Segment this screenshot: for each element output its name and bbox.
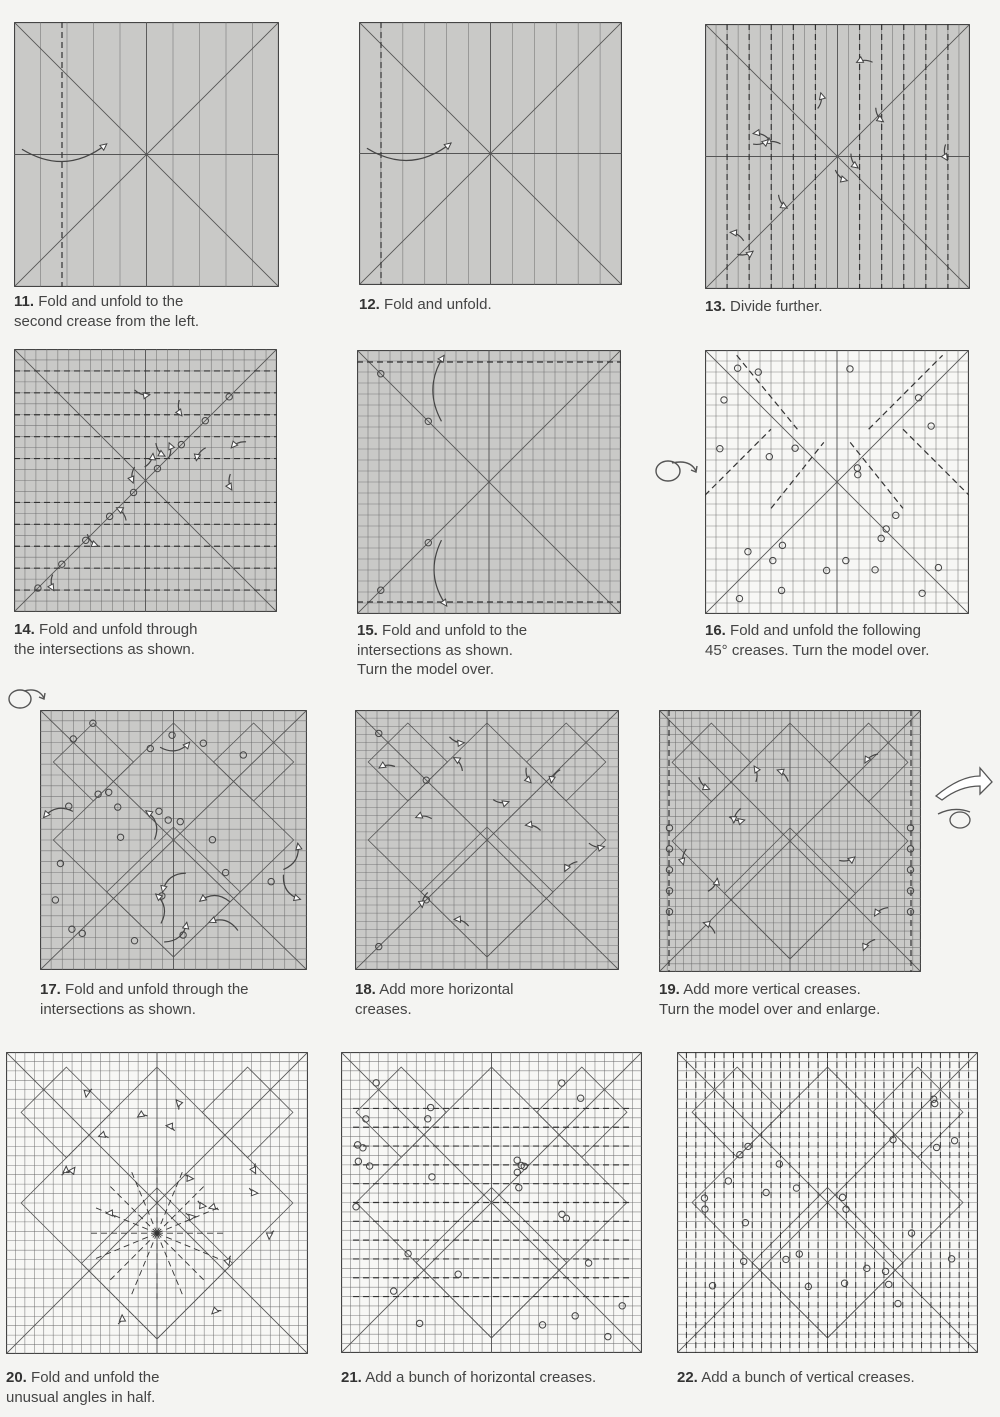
- step-caption: [40, 980, 340, 1019]
- crease-diagram: [14, 22, 279, 287]
- step-number: 14.: [14, 621, 35, 638]
- crease-diagram: [357, 350, 621, 614]
- step-number: 17.: [40, 981, 61, 998]
- step-caption: [14, 620, 314, 659]
- step-20: [6, 1052, 336, 1417]
- caption-line: intersections as shown.: [40, 1000, 196, 1018]
- step-16: [705, 350, 995, 670]
- caption-line: Add more vertical creases.: [683, 981, 861, 998]
- caption-line: Fold and unfold the following: [730, 622, 921, 639]
- step-13: [705, 24, 995, 334]
- caption-line: second crease from the left.: [14, 312, 200, 330]
- step-number: 21.: [341, 1369, 362, 1386]
- caption-line: Add a bunch of horizontal creases.: [365, 1369, 597, 1386]
- caption-line: Add a bunch of vertical creases.: [701, 1369, 915, 1386]
- crease-diagram: [677, 1052, 978, 1353]
- caption-line: Fold and unfold through the: [65, 981, 249, 998]
- crease-diagram: [6, 1052, 308, 1354]
- step-number: 13.: [705, 298, 726, 315]
- crease-diagram: [355, 710, 619, 970]
- caption-line: intersections as shown.: [357, 641, 513, 659]
- step-caption: [14, 292, 314, 331]
- caption-line: creases.: [355, 1000, 412, 1018]
- crease-diagram: [705, 24, 970, 289]
- caption-line: Fold and unfold.: [384, 296, 492, 313]
- caption-line: Add more horizontal: [379, 981, 514, 998]
- caption-line: Turn the model over.: [357, 661, 495, 678]
- step-number: 18.: [355, 981, 376, 998]
- caption-line: Fold and unfold to the: [382, 622, 528, 639]
- crease-diagram: [14, 349, 277, 612]
- step-caption: [341, 1368, 671, 1388]
- step-caption: [705, 621, 1000, 660]
- caption-line: Fold and unfold the: [31, 1369, 160, 1386]
- step-number: 19.: [659, 981, 680, 998]
- crease-diagram: [40, 710, 307, 970]
- step-11: [14, 22, 314, 332]
- step-caption: [359, 295, 659, 315]
- caption-line: Fold and unfold to the: [38, 293, 184, 310]
- step-caption: [705, 297, 1000, 317]
- step-number: 20.: [6, 1369, 27, 1386]
- turn-over-icon: [650, 455, 700, 487]
- step-18: [355, 710, 655, 1030]
- turn-over-and-enlarge-icon: [930, 762, 996, 834]
- step-19: [659, 710, 959, 1030]
- step-15: [357, 350, 657, 680]
- step-14: [14, 349, 314, 669]
- step-number: 22.: [677, 1369, 698, 1386]
- step-caption: [6, 1368, 306, 1407]
- step-number: 15.: [357, 622, 378, 639]
- step-21: [341, 1052, 671, 1417]
- caption-line: Divide further.: [730, 298, 823, 315]
- crease-diagram: [659, 710, 921, 972]
- step-number: 12.: [359, 296, 380, 313]
- crease-diagram: [359, 22, 622, 285]
- caption-line: Fold and unfold through: [39, 621, 198, 638]
- step-caption: [677, 1368, 987, 1388]
- step-number: 16.: [705, 622, 726, 639]
- step-22: [677, 1052, 997, 1417]
- caption-line: Turn the model over and enlarge.: [659, 1000, 881, 1018]
- caption-line: unusual angles in half.: [6, 1388, 156, 1406]
- crease-diagram: [341, 1052, 642, 1353]
- step-caption: [355, 980, 655, 1019]
- caption-line: the intersections as shown.: [14, 640, 195, 658]
- step-caption: [659, 980, 959, 1019]
- crease-diagram: [705, 350, 969, 614]
- step-number: 11.: [14, 293, 35, 310]
- caption-line: 45° creases. Turn the model over.: [705, 641, 930, 659]
- step-caption: [357, 621, 657, 680]
- step-17: [40, 710, 340, 1030]
- step-12: [359, 22, 659, 332]
